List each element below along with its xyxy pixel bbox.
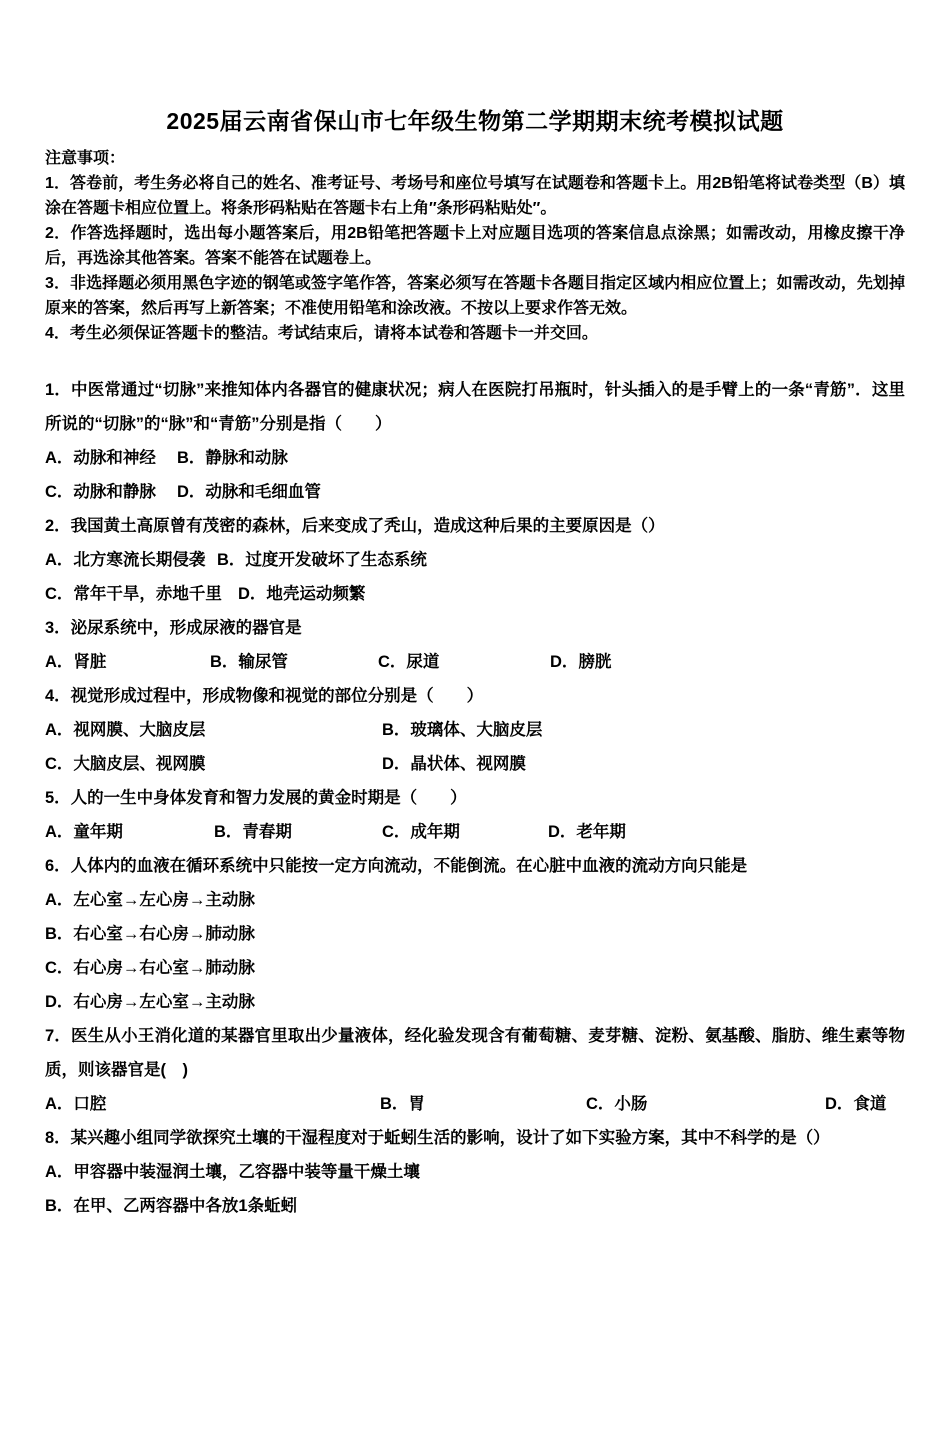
exam-page [0, 106, 950, 1223]
exam-title: 2025届云南省保山市七年级生物第二学期期末统考模拟试题 [166, 108, 784, 134]
question-7-option-b: B．胃 [380, 1095, 425, 1113]
question-4-option-d: D．晶状体、视网膜 [382, 755, 526, 773]
question-2-option-d: D．地壳运动频繁 [238, 585, 366, 603]
question-5-option-b: B．青春期 [214, 823, 292, 841]
question-2 [45, 509, 905, 611]
question-8-options-row-1 [45, 1155, 905, 1189]
question-1-option-c: C．动脉和静脉 [45, 483, 156, 501]
question-1-options-row-1 [45, 441, 905, 475]
question-1 [45, 373, 905, 509]
question-4-options-row-1 [45, 713, 905, 747]
question-8-options-row-2 [45, 1189, 905, 1223]
question-3-option-a: A．肾脏 [45, 653, 107, 671]
question-7-option-d: D．食道 [825, 1095, 887, 1113]
question-3 [45, 611, 905, 679]
question-7-stem: 7．医生从小王消化道的某器官里取出少量液体，经化验发现含有葡萄糖、麦芽糖、淀粉、氨基酸、脂肪、维生素等物质，则该器官是( ) [45, 1027, 905, 1079]
question-2-option-b: B．过度开发破坏了生态系统 [217, 551, 427, 569]
question-6-stem: 6．人体内的血液在循环系统中只能按一定方向流动，不能倒流。在心脏中血液的流动方向只能是 [45, 857, 748, 875]
question-2-option-c: C．常年干旱，赤地千里 [45, 585, 222, 603]
questions-section [45, 373, 905, 1223]
question-4-option-b: B．玻璃体、大脑皮层 [382, 721, 543, 739]
question-8-stem: 8．某兴趣小组同学欲探究土壤的干湿程度对于蚯蚓生活的影响，设计了如下实验方案，其中不科学的是（） [45, 1129, 830, 1147]
question-1-option-a: A．动脉和神经 [45, 449, 156, 467]
notice-section [45, 146, 905, 346]
question-6-options-row-4 [45, 985, 905, 1019]
question-6-option-b: B．右心室→右心房→肺动脉 [45, 925, 255, 943]
question-4-option-a: A．视网膜、大脑皮层 [45, 721, 206, 739]
question-6-options-row-2 [45, 917, 905, 951]
question-3-option-b: B．输尿管 [210, 653, 288, 671]
question-7-options-row-1 [45, 1087, 905, 1121]
notice-item-3: 3．非选择题必须用黑色字迹的钢笔或签字笔作答，答案必须写在答题卡各题目指定区域内相应位置上；如需改动，先划掉原来的答案，然后再写上新答案；不准使用铅笔和涂改液。不按以上要求作答无效。 [45, 275, 905, 317]
question-3-option-c: C．尿道 [378, 653, 440, 671]
question-7 [45, 1019, 905, 1121]
question-6-option-c: C．右心房→右心室→肺动脉 [45, 959, 255, 977]
question-3-option-d: D．膀胱 [550, 653, 612, 671]
question-6-option-a: A．左心室→左心房→主动脉 [45, 891, 255, 909]
question-8 [45, 1121, 905, 1223]
question-8-option-a: A．甲容器中装湿润土壤，乙容器中装等量干燥土壤 [45, 1163, 420, 1181]
question-6-options-row-3 [45, 951, 905, 985]
question-7-option-c: C．小肠 [586, 1095, 648, 1113]
question-6 [45, 849, 905, 1019]
question-5 [45, 781, 905, 849]
question-6-options-row-1 [45, 883, 905, 917]
question-5-option-d: D．老年期 [548, 823, 626, 841]
question-3-stem: 3．泌尿系统中，形成尿液的器官是 [45, 619, 302, 637]
question-4 [45, 679, 905, 781]
question-2-options-row-1 [45, 543, 905, 577]
question-7-option-a: A．口腔 [45, 1095, 107, 1113]
question-4-options-row-2 [45, 747, 905, 781]
question-3-options-row-1 [45, 645, 905, 679]
question-6-option-d: D．右心房→左心室→主动脉 [45, 993, 255, 1011]
question-5-options-row-1 [45, 815, 905, 849]
notice-item-4: 4．考生必须保证答题卡的整洁。考试结束后，请将本试卷和答题卡一并交回。 [45, 325, 598, 342]
question-1-options-row-2 [45, 475, 905, 509]
question-1-option-d: D．动脉和毛细血管 [177, 483, 321, 501]
question-2-options-row-2 [45, 577, 905, 611]
question-1-stem: 1．中医常通过“切脉”来推知体内各器官的健康状况；病人在医院打吊瓶时，针头插入的是手臂上的一条“青筋”．这里所说的“切脉”的“脉”和“青筋”分别是指（ ） [45, 381, 905, 433]
notice-item-1: 1．答卷前，考生务必将自己的姓名、准考证号、考场号和座位号填写在试题卷和答题卡上。用2B铅笔将试卷类型（B）填涂在答题卡相应位置上。将条形码粘贴在答题卡右上角″条形码粘贴处″。 [45, 175, 905, 217]
question-5-option-a: A．童年期 [45, 823, 123, 841]
question-1-option-b: B．静脉和动脉 [177, 449, 288, 467]
question-8-option-b: B．在甲、乙两容器中各放1条蚯蚓 [45, 1197, 298, 1215]
question-4-stem: 4．视觉形成过程中，形成物像和视觉的部位分别是（ ） [45, 687, 484, 705]
notice-item-2: 2．作答选择题时，选出每小题答案后，用2B铅笔把答题卡上对应题目选项的答案信息点涂黑；如需改动，用橡皮擦干净后，再选涂其他答案。答案不能答在试题卷上。 [45, 225, 905, 267]
question-4-option-c: C．大脑皮层、视网膜 [45, 755, 206, 773]
question-5-option-c: C．成年期 [382, 823, 460, 841]
question-2-option-a: A．北方寒流长期侵袭 [45, 551, 206, 569]
question-5-stem: 5．人的一生中身体发育和智力发展的黄金时期是（ ） [45, 789, 467, 807]
question-2-stem: 2．我国黄土高原曾有茂密的森林，后来变成了秃山，造成这种后果的主要原因是（） [45, 517, 665, 535]
notice-heading: 注意事项： [45, 150, 126, 167]
